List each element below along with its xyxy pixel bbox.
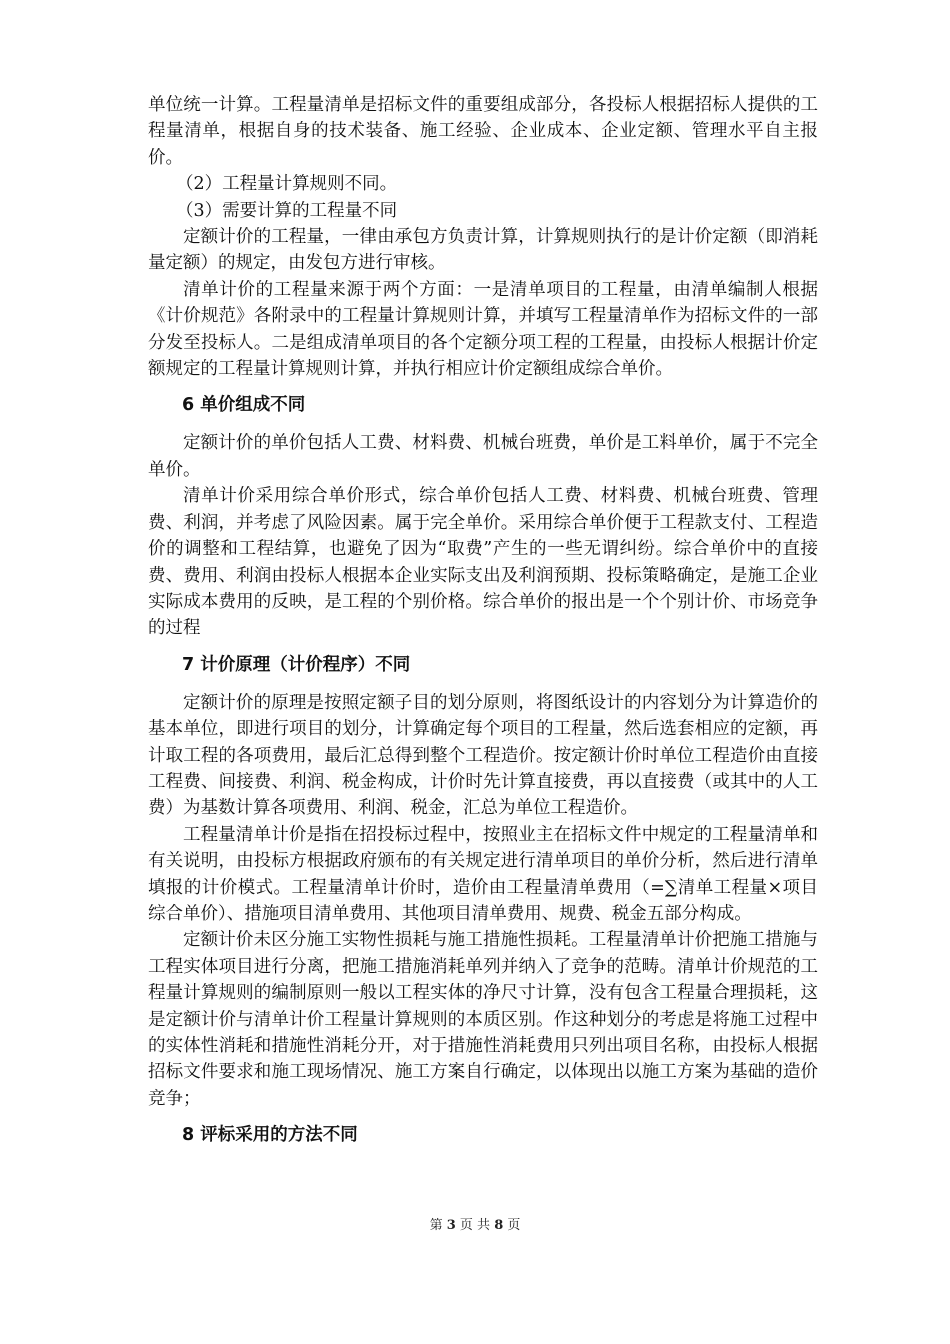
paragraph-continuation: 单位统一计算。工程量清单是招标文件的重要组成部分，各投标人根据招标人提供的工程量清单，根据自身的技术装备、施工经验、企业成本、企业定额、管理水平自主报价。 [148,95,818,168]
footer-suffix: 页 [507,1218,521,1233]
section-7-heading: 7 计价原理（计价程序）不同 [182,654,411,675]
footer-prefix: 第 [429,1218,443,1233]
section-8-heading: 8 评标采用的方法不同 [182,1125,358,1146]
footer-middle: 页 共 [459,1218,491,1233]
section-7-paragraph-3: 定额计价未区分施工实物性损耗与施工措施性损耗。工程量清单计价把施工措施与工程实体项目进行分离，把施工措施消耗单列并纳入了竞争的范畴。清单计价规范的工程量计算规则的编制原则一般以工程实体的净尺寸计算，没有包含工程量合理损耗，这是定额计价与清单计价工程量计算规则的本质区别。作这种划分的考虑是将施工过程中的实体性消耗和措施性消耗分开，对于措施性消耗费用只列出项目名称，由投标人根据招标文件要求和施工现场情况、施工方案自行确定，以体现出以施工方案为基础的造价竞争； [148,930,818,1109]
footer-total-pages: 8 [494,1218,504,1233]
section-7-paragraph-1: 定额计价的原理是按照定额子目的划分原则，将图纸设计的内容划分为计算造价的基本单位，即进行项目的划分，计算确定每个项目的工程量，然后选套相应的定额，再计取工程的各项费用，最后汇总得到整个工程造价。按定额计价时单位工程造价由直接工程费、间接费、利润、税金构成，计价时先计算直接费，再以直接费（或其中的人工费）为基数计算各项费用、利润、税金，汇总为单位工程造价。 [148,692,818,819]
document-body [148,92,818,1160]
section-6-paragraph-1: 定额计价的单价包括人工费、材料费、机械台班费，单价是工料单价，属于不完全单价。 [148,433,818,480]
list-item-3: （3）需要计算的工程量不同 [176,200,398,221]
list-item-2: （2）工程量计算规则不同。 [176,174,398,195]
section-7-paragraph-2: 工程量清单计价是指在招投标过程中，按照业主在招标文件中规定的工程量清单和有关说明，由投标方根据政府颁布的有关规定进行清单项目的单价分析，然后进行清单填报的计价模式。工程量清单计价时，造价由工程量清单费用（=∑清单工程量×项目综合单价）、措施项目清单费用、其他项目清单费用、规费、税金五部分构成。 [148,824,818,924]
footer-page-number: 3 [446,1218,456,1233]
page-footer [0,1214,950,1233]
paragraph-bill-quantity: 清单计价的工程量来源于两个方面：一是清单项目的工程量，由清单编制人根据《计价规范》各附录中的工程量计算规则计算，并填写工程量清单作为招标文件的一部分发至投标人。二是组成清单项目的各个定额分项工程的工程量，由投标人根据计价定额规定的工程量计算规则计算，并执行相应计价定额组成综合单价。 [148,279,818,380]
section-6-paragraph-2: 清单计价采用综合单价形式，综合单价包括人工费、材料费、机械台班费、管理费、利润，并考虑了风险因素。属于完全单价。采用综合单价便于工程款支付、工程造价的调整和工程结算，也避免了因为“取费”产生的一些无谓纠纷。综合单价中的直接费、费用、利润由投标人根据本企业实际支出及利润预期、投标策略确定，是施工企业实际成本费用的反映，是工程的个别价格。综合单价的报出是一个个别计价、市场竞争的过程 [148,486,818,639]
section-6-heading: 6 单价组成不同 [182,395,306,416]
paragraph-quota-quantity: 定额计价的工程量，一律由承包方负责计算，计算规则执行的是计价定额（即消耗量定额）的规定，由发包方进行审核。 [148,227,818,274]
